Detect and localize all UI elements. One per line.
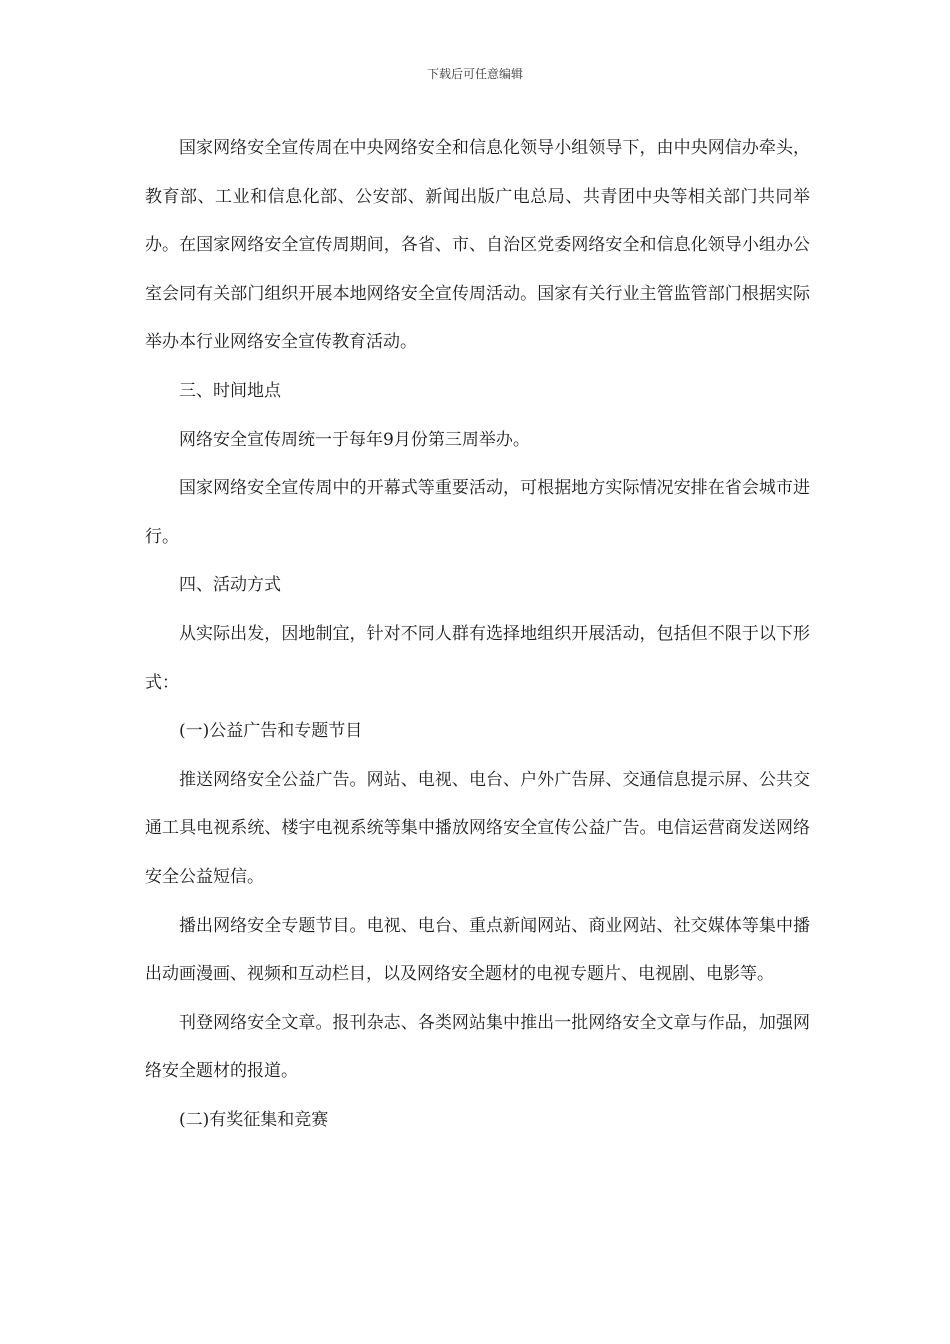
paragraph-schedule: 网络安全宣传周统一于每年9月份第三周举办。 (179, 429, 530, 450)
paragraph-special-programs: 播出网络安全专题节目。电视、电台、重点新闻网站、商业网站、社交媒体等集中播出动画漫画、视频和互动栏目，以及网络安全题材的电视专题片、电视剧、电影等。 (145, 915, 810, 985)
section-heading-activity-methods: 四、活动方式 (179, 575, 281, 596)
paragraph-organizers: 国家网络安全宣传周在中央网络安全和信息化领导小组领导下，由中央网信办牵头，教育部、工业和信息化部、公安部、新闻出版广电总局、共青团中央等相关部门共同举办。在国家网络安全宣传周期间，各省、市、自治区党委网络安全和信息化领导小组办公室会同有关部门组织开展本地网络安全宣传周活动。国家有关行业主管监管部门根据实际举办本行业网络安全宣传教育活动。 (145, 138, 810, 353)
page-header: 下载后可任意编辑 (426, 67, 523, 81)
paragraph-activity-intro: 从实际出发，因地制宜，针对不同人群有选择地组织开展活动，包括但不限于以下形式： (145, 623, 810, 693)
subheading-public-ads: (一)公益广告和专题节目 (179, 721, 363, 742)
document-body (145, 124, 810, 1144)
paragraph-public-ads: 推送网络安全公益广告。网站、电视、电台、户外广告屏、交通信息提示屏、公共交通工具电视系统、楼宇电视系统等集中播放网络安全宣传公益广告。电信运营商发送网络安全公益短信。 (145, 769, 810, 887)
paragraph-articles: 刊登网络安全文章。报刊杂志、各类网站集中推出一批网络安全文章与作品，加强网络安全题材的报道。 (145, 1012, 810, 1082)
paragraph-opening-ceremony: 国家网络安全宣传周中的开幕式等重要活动，可根据地方实际情况安排在省会城市进行。 (145, 478, 810, 547)
subheading-contests: (二)有奖征集和竞赛 (179, 1109, 329, 1130)
section-heading-time-place: 三、时间地点 (179, 380, 281, 401)
